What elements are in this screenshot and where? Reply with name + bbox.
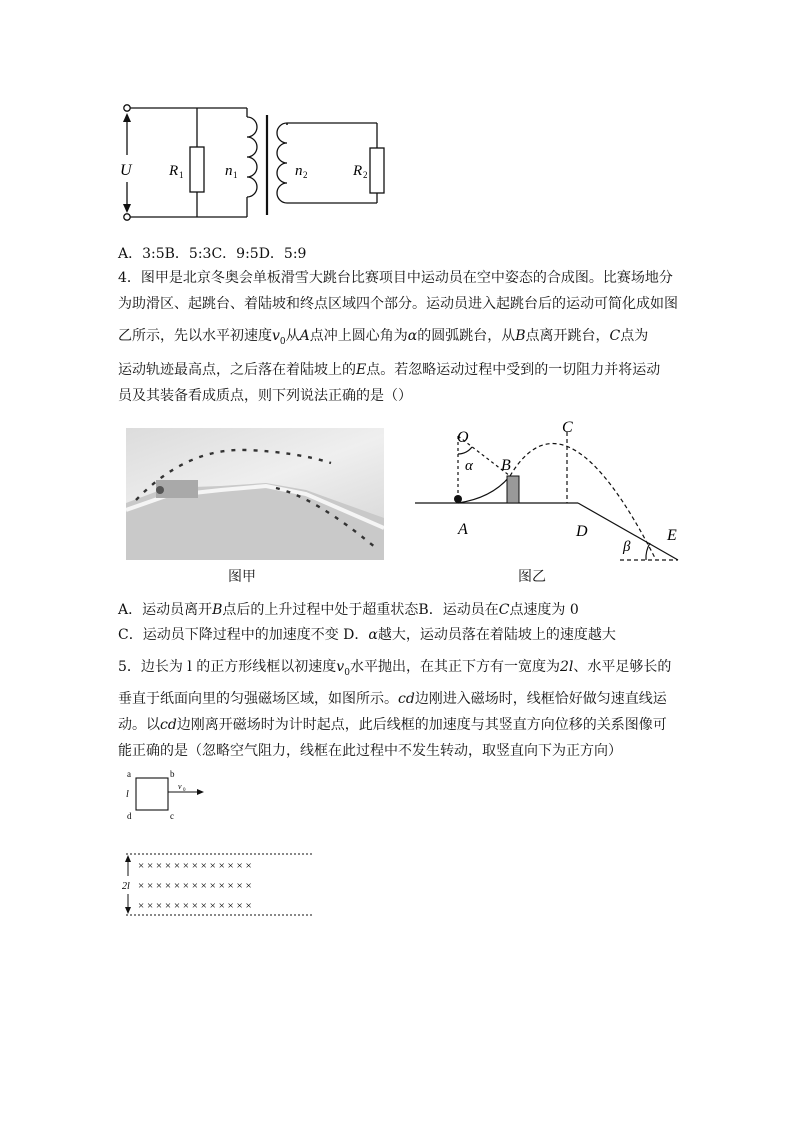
magnetic-field-figure xyxy=(118,848,318,920)
field-row-3: × × × × × × × × × × × × × xyxy=(138,900,252,912)
terminal-top xyxy=(124,105,130,111)
q3-options: A．3:5B．5:3C．9:5D．5:9 xyxy=(118,246,307,262)
q4-options-ab: A．运动员离开B点后的上升过程中处于超重状态B．运动员在C点速度为 0 xyxy=(118,602,579,618)
q5-line-1: 5．边长为 l 的正方形线框以初速度$v_0$水平抛出，在其正下方有一宽度为2l、水平足够长的 xyxy=(118,659,672,678)
label-n2-sub: 2 xyxy=(303,170,308,180)
q4-line-3: 乙所示，先以水平初速度$v_0$从A点冲上圆心角为α的圆弧跳台，从B点离开跳台，C点为 xyxy=(118,328,649,347)
resistor-r1 xyxy=(190,147,204,192)
label-r2-sub: 2 xyxy=(363,170,368,180)
primary-coil xyxy=(247,117,257,197)
v0-label: v xyxy=(178,782,182,791)
field-row-2: × × × × × × × × × × × × × xyxy=(138,880,252,892)
label-b: B xyxy=(501,457,511,474)
label-c: C xyxy=(562,419,573,436)
label-e: E xyxy=(667,527,677,544)
q5-line-2: 垂直于纸面向里的匀强磁场区域，如图所示。cd边刚进入磁场时，线框恰好做匀速直线运 xyxy=(118,691,667,707)
corner-c: c xyxy=(170,811,174,821)
q4-line-4: 运动轨迹最高点，之后落在着陆坡上的E点。若忽略运动过程中受到的一切阻力并将运动 xyxy=(118,362,661,378)
square-frame-figure xyxy=(118,768,218,824)
square-frame xyxy=(136,778,168,810)
field-row-1: × × × × × × × × × × × × × xyxy=(138,860,252,872)
q4-line-5: 员及其装备看成质点，则下列说法正确的是（） xyxy=(118,388,412,404)
field-width-label: 2l xyxy=(122,881,130,892)
label-r2: R xyxy=(353,163,363,179)
label-alpha: α xyxy=(465,458,473,474)
q4-line-2: 为助滑区、起跳台、着陆坡和终点区域四个部分。运动员进入起跳台后的运动可简化成如图 xyxy=(118,296,678,312)
corner-a: a xyxy=(127,769,131,779)
jump-platform xyxy=(507,476,519,503)
side-l-label: l xyxy=(126,789,129,800)
label-n1-sub: 1 xyxy=(233,170,238,180)
label-beta: β xyxy=(623,539,631,555)
label-d: D xyxy=(576,523,588,540)
corner-b: b xyxy=(170,769,175,779)
label-r1: R xyxy=(169,163,179,179)
label-n2: n xyxy=(295,163,303,179)
q5-line-4: 能正确的是（忽略空气阻力，线框在此过程中不发生转动，取竖直向下为正方向） xyxy=(118,743,622,759)
corner-d: d xyxy=(127,811,132,821)
label-a: A xyxy=(458,521,468,538)
snowboard-composite-photo xyxy=(126,428,384,560)
q5-line-3: 动。以cd边刚离开磁场时为计时起点，此后线框的加速度与其竖直方向位移的关系图像可 xyxy=(118,717,667,733)
fig-jia-caption: 图甲 xyxy=(228,569,256,585)
resistor-r2 xyxy=(370,148,384,193)
transformer-circuit-figure xyxy=(115,95,405,235)
label-o: O xyxy=(457,429,469,446)
label-n1: n xyxy=(225,163,233,179)
label-u: U xyxy=(120,162,132,179)
fig-yi-caption: 图乙 xyxy=(518,569,546,585)
secondary-coil xyxy=(277,123,287,203)
v0-sub: 0 xyxy=(183,788,186,793)
ski-jump-diagram xyxy=(410,410,690,570)
q4-line-1: 4．图甲是北京冬奥会单板滑雪大跳台比赛项目中运动员在空中姿态的合成图。比赛场地分 xyxy=(118,270,673,286)
athlete-marker xyxy=(454,495,462,503)
terminal-bottom xyxy=(124,214,130,220)
q4-options-cd: C．运动员下降过程中的加速度不变 D．α越大，运动员落在着陆坡上的速度越大 xyxy=(118,627,616,643)
label-r1-sub: 1 xyxy=(179,170,184,180)
